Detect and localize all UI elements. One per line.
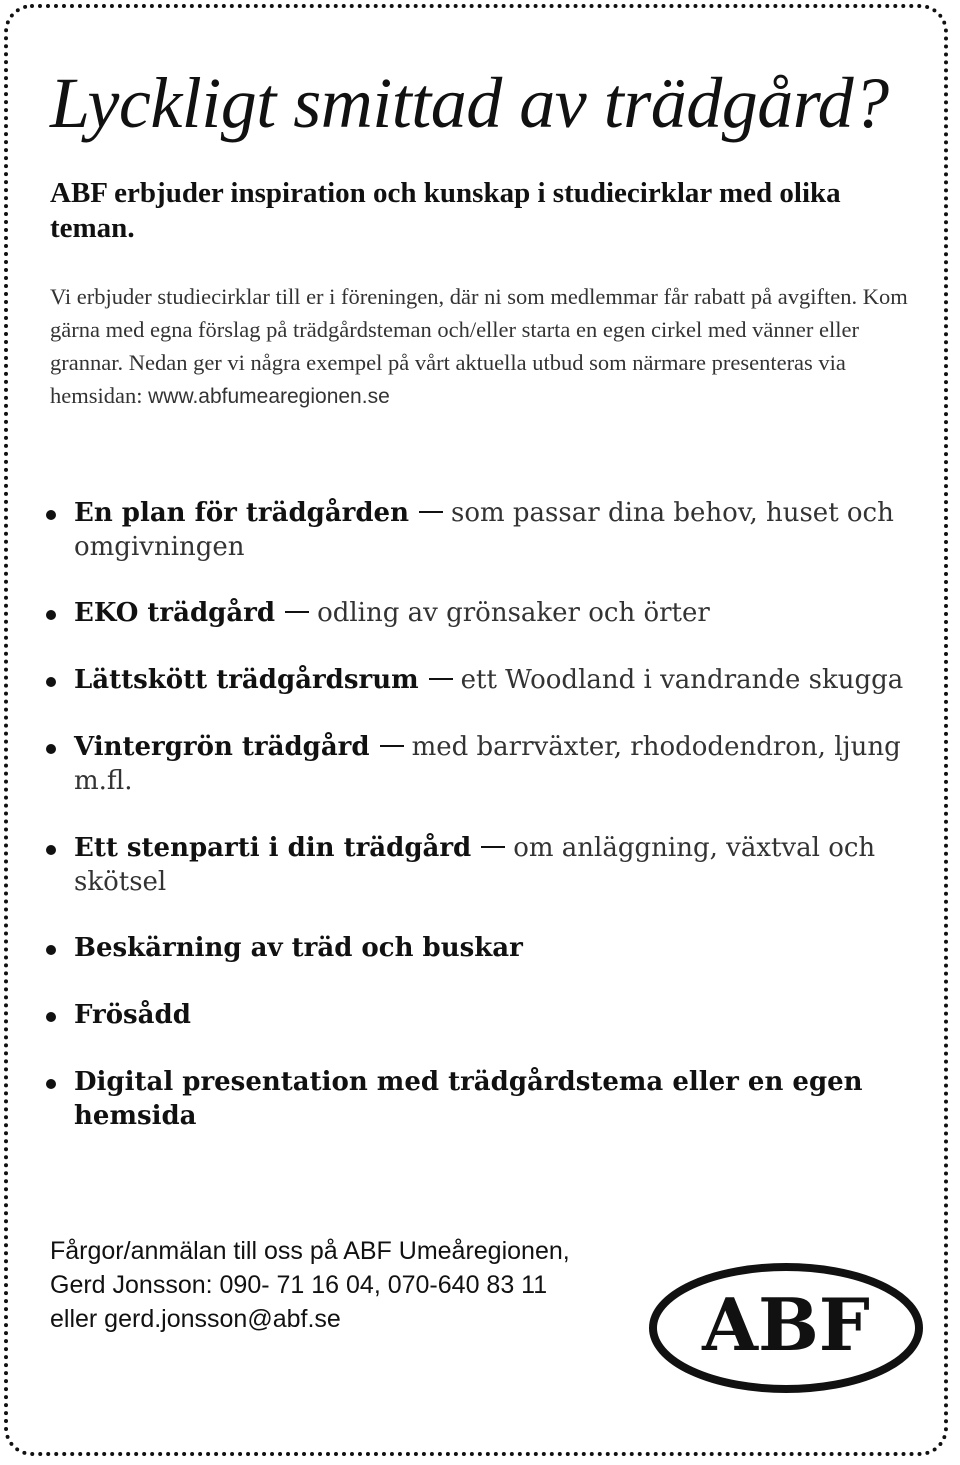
item-title: Frösådd xyxy=(74,1000,191,1030)
dash-icon xyxy=(419,511,443,513)
item-title: Digital presentation med trädgårdstema eller en egen hemsida xyxy=(74,1067,863,1131)
item-title: EKO trädgård xyxy=(74,598,276,628)
item-title: En plan för trädgården xyxy=(74,498,409,528)
item-description: med barrväxter, rhododendron, ljung m.fl. xyxy=(74,732,901,796)
bullet-icon xyxy=(46,610,56,620)
list-item xyxy=(46,931,926,965)
item-description: som passar dina behov, huset och omgivningen xyxy=(74,498,894,562)
list-item xyxy=(46,831,926,899)
list-item xyxy=(46,998,926,1032)
contact-email[interactable]: eller gerd.jonsson@abf.se xyxy=(50,1305,341,1333)
item-title: Beskärning av träd och buskar xyxy=(74,933,523,963)
website-link[interactable]: www.abfumearegionen.se xyxy=(148,385,390,408)
dash-icon xyxy=(380,745,404,747)
item-title: Lättskött trädgårdsrum xyxy=(74,665,419,695)
abf-logo xyxy=(648,1262,924,1394)
item-description: odling av grönsaker och örter xyxy=(317,598,710,628)
list-item xyxy=(46,496,926,564)
bullet-icon xyxy=(46,510,56,520)
list-item xyxy=(46,663,926,697)
bullet-icon xyxy=(46,677,56,687)
list-item xyxy=(46,596,926,630)
logo-text: ABF xyxy=(702,1282,870,1367)
contact-info xyxy=(50,1234,670,1336)
item-description: ett Woodland i vandrande skugga xyxy=(460,665,904,695)
item-title: Ett stenparti i din trädgård xyxy=(74,833,472,863)
intro-text: Vi erbjuder studiecirklar till er i föreningen, där ni som medlemmar får rabatt på avgiften. Kom gärna med egna förslag på trädgårdsteman och/eller starta en egen cirkel med vänner eller grannar. Nedan ger vi några exempel på vårt aktuella utbud som närmare presenteras via hemsidan: xyxy=(50,284,908,408)
contact-phone: Gerd Jonsson: 090- 71 16 04, 070-640 83 11 xyxy=(50,1271,548,1299)
bullet-icon xyxy=(46,845,56,855)
dash-icon xyxy=(429,678,453,680)
dash-icon xyxy=(285,611,309,613)
bullet-icon xyxy=(46,945,56,955)
bullet-icon xyxy=(46,1079,56,1089)
list-item xyxy=(46,730,926,798)
page-title: Lyckligt smittad av trädgård? xyxy=(50,63,889,143)
list-item xyxy=(46,1065,926,1133)
item-title: Vintergrön trädgård xyxy=(74,732,370,762)
bullet-icon xyxy=(46,1012,56,1022)
intro-paragraph xyxy=(50,280,930,413)
bullet-icon xyxy=(46,744,56,754)
dash-icon xyxy=(481,846,505,848)
subtitle: ABF erbjuder inspiration och kunskap i studiecirklar med olika teman. xyxy=(50,177,841,245)
contact-line: Fårgor/anmälan till oss på ABF Umeåregionen, xyxy=(50,1237,570,1265)
item-description: om anläggning, växtval och skötsel xyxy=(74,833,876,897)
